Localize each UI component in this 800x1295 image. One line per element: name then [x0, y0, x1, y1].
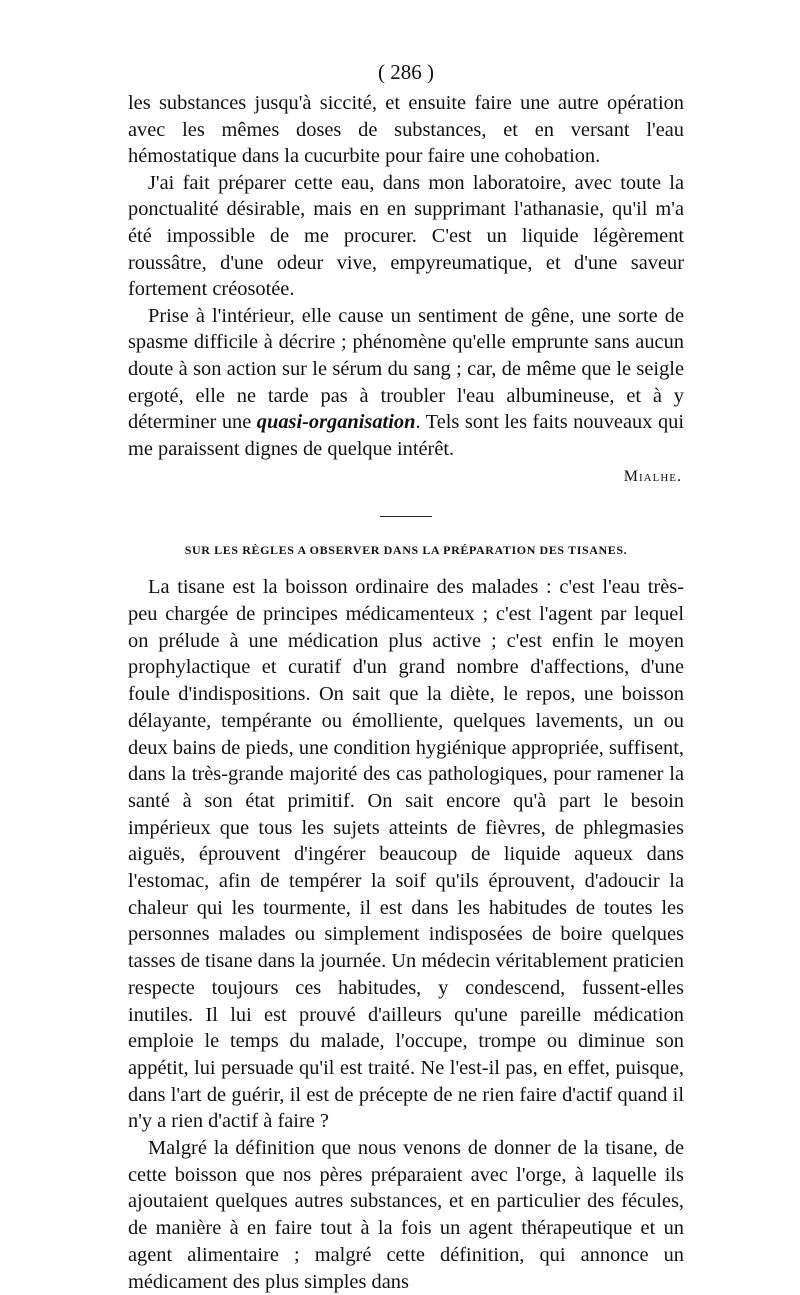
paragraph [128, 303, 684, 463]
page-number: ( 286 ) [378, 60, 434, 84]
paragraph: La tisane est la boisson ordinaire des malades : c'est l'eau très-peu chargée de principes médicamenteux ; c'est l'agent par lequel on prélude à une médication plus active ; c'est enfin le moyen prophylactique et curatif d'un grand nombre d'affections, d'une foule d'indispositions. On sait que la diète, le repos, une boisson délayante, tempérante ou émolliente, quelques lavements, un ou deux bains de pieds, une condition hygiénique appropriée, suffisent, dans la très-grande majorité des cas pathologiques, pour ramener la santé à son état primitif. On sait encore qu'à part le besoin impérieux que tous les sujets atteints de fièvres, de phlegmasies aiguës, éprouvent d'ingérer beaucoup de liquide aqueux dans l'estomac, afin de tempérer la soif qu'ils éprouvent, d'adoucir la chaleur qui les tourmente, il est dans les habitudes de toutes les personnes malades ou simplement indisposées de boire quelques tasses de tisane dans la journée. Un médecin véritablement praticien respecte toujours ces habitudes, y condescend, fussent-elles inutiles. Il lui est prouvé d'ailleurs qu'une pareille médication emploie le temps du malade, l'occupe, trompe ou diminue son appétit, lui persuade qu'il est traité. Ne l'est-il pas, en effet, puisque, dans l'art de guérir, il est de précepte de ne rien faire d'actif quand il n'y a rien d'actif à faire ? [128, 576, 685, 1133]
section-heading: SUR LES RÈGLES A OBSERVER DANS LA PRÉPARATION DES TISANES. [184, 543, 628, 558]
article-body [128, 574, 684, 1295]
emphasized-term: quasi-organisation [256, 411, 416, 434]
paragraph: les substances jusqu'à siccité, et ensuite faire une autre opération avec les mêmes doses de substances, et en versant l'eau hémostatique dans la cucurbite pour faire une cohobation. [128, 92, 684, 168]
paragraph: Malgré la définition que nous venons de donner de la tisane, de cette boisson que nos pères préparaient avec l'orge, à laquelle ils ajoutaient quelques autres substances, et en particulier des fécules, de manière à en faire tout à la fois un agent thérapeutique et un agent alimentaire ; malgré cette définition, qui annonce un médicament des plus simples dans [128, 1137, 684, 1293]
previous-article-ending [128, 90, 684, 490]
paragraph-text: Prise à l'intérieur, elle cause un sentiment de gêne, une sorte de spasme difficile à décrire ; phénomène qu'elle emprunte sans aucun doute à son action sur le sérum du sang ; car, de même que le seigle ergoté, elle ne tarde pas à troubler l'eau albumineuse, et à y déterminer une [128, 304, 684, 434]
paragraph-text: . Tels sont les faits nouveaux qui me paraissent dignes de quelque intérêt. [128, 411, 684, 460]
paragraph: J'ai fait préparer cette eau, dans mon laboratoire, avec toute la ponctualité désirable, mais en en supprimant l'athanasie, qu'il m'a été impossible de me procurer. C'est un liquide légèrement roussâtre, d'une odeur vive, empyreumatique, et d'une saveur fortement créosotée. [128, 171, 684, 301]
author-signature: Mialhe. [623, 468, 682, 486]
section-divider [380, 516, 432, 517]
book-page [128, 56, 684, 1295]
